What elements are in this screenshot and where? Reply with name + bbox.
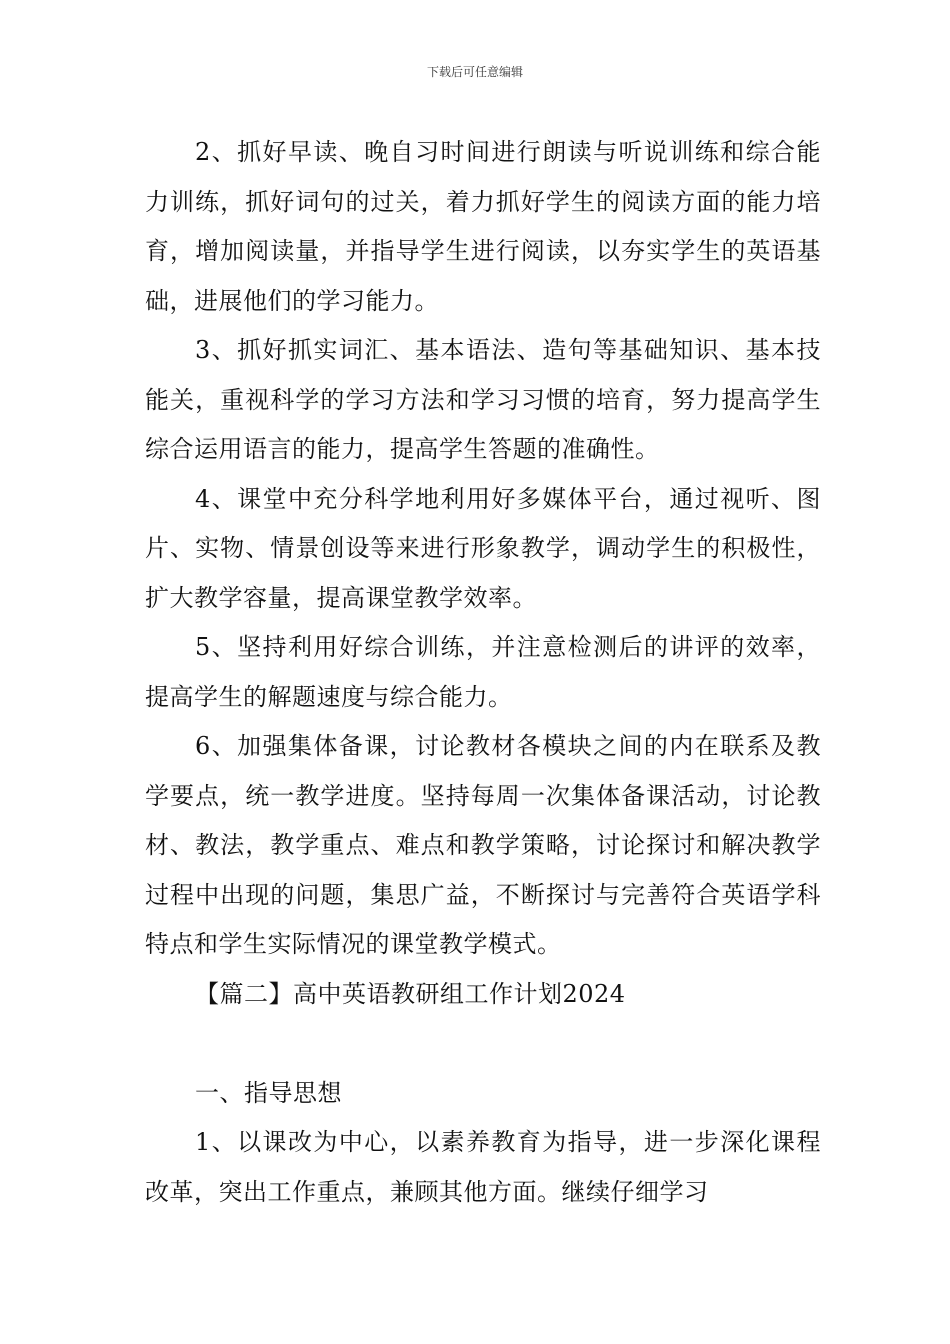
section-title-part-two: 【篇二】高中英语教研组工作计划2024 [195,979,626,1008]
page-header-note: 下载后可任意编辑 [426,65,523,79]
paragraph-item-6: 6、加强集体备课，讨论教材各模块之间的内在联系及教学要点，统一教学进度。坚持每周一次集体备课活动，讨论教材、教法，教学重点、难点和教学策略，讨论探讨和解决教学过程中出现的问题，集思广益，不断探讨与完善符合英语学科特点和学生实际情况的课堂教学模式。 [145,732,821,958]
paragraph-item-1: 1、以课改为中心，以素养教育为指导，进一步深化课程改革，突出工作重点，兼顾其他方面。继续仔细学习 [145,1128,821,1206]
paragraph-item-2: 2、抓好早读、晚自习时间进行朗读与听说训练和综合能力训练，抓好词句的过关，着力抓好学生的阅读方面的能力培育，增加阅读量，并指导学生进行阅读，以夯实学生的英语基础，进展他们的学习能力。 [145,138,821,315]
section-heading-guiding-ideology: 一、指导思想 [195,1078,342,1107]
paragraph-item-4: 4、课堂中充分科学地利用好多媒体平台，通过视听、图片、实物、情景创设等来进行形象教学，调动学生的积极性，扩大教学容量，提高课堂教学效率。 [145,484,821,612]
paragraph-item-3: 3、抓好抓实词汇、基本语法、造句等基础知识、基本技能关，重视科学的学习方法和学习习惯的培育，努力提高学生综合运用语言的能力，提高学生答题的准确性。 [145,336,821,463]
paragraph-item-5: 5、坚持利用好综合训练，并注意检测后的讲评的效率，提高学生的解题速度与综合能力。 [145,633,821,711]
document-body [145,128,821,1217]
